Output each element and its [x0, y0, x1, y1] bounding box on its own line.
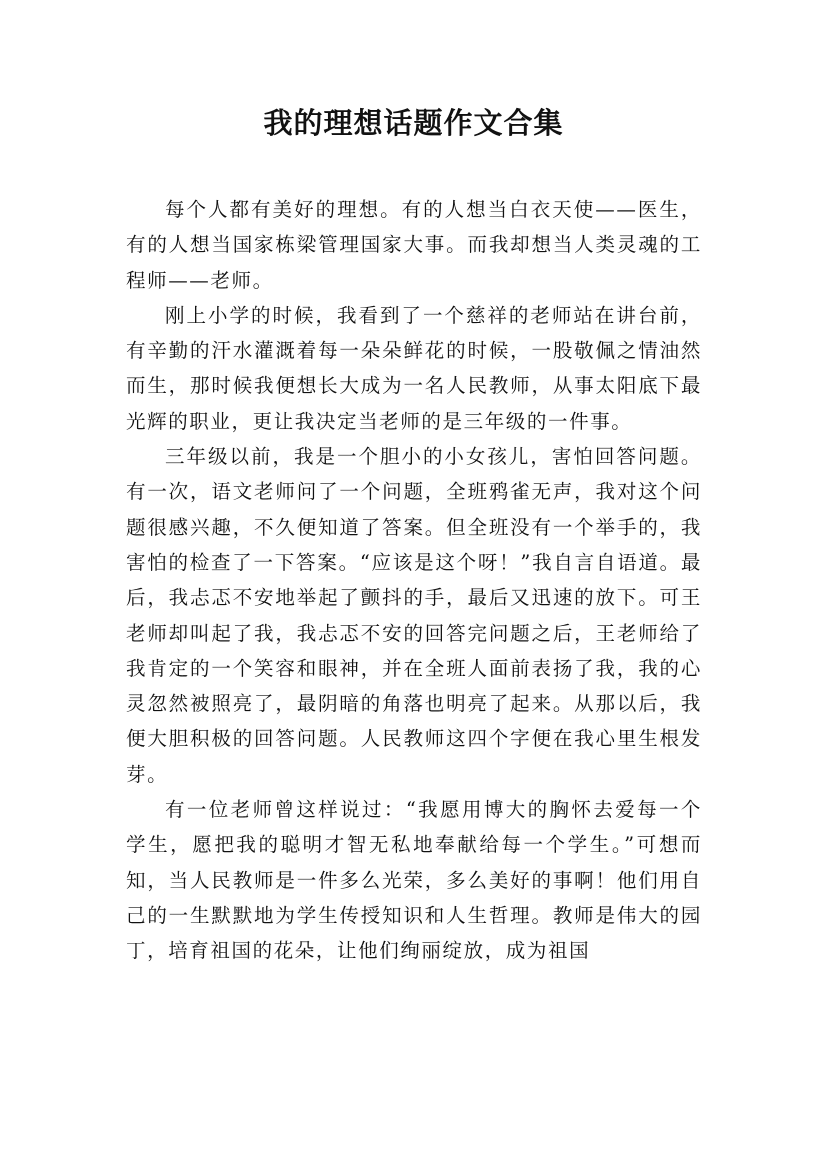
- paragraph-4: 有一位老师曾这样说过：“我愿用博大的胸怀去爱每一个学生，愿把我的聪明才智无私地奉献给每一个学生。”可想而知，当人民教师是一件多么光荣，多么美好的事啊！他们用自己的一生默默地为学生传授知识和人生哲理。教师是伟大的园丁，培育祖国的花朵，让他们绚丽绽放，成为祖国: [126, 798, 702, 963]
- paragraph-2: 刚上小学的时候，我看到了一个慈祥的老师站在讲台前，有辛勤的汗水灌溉着每一朵朵鲜花的时候，一股敬佩之情油然而生，那时候我便想长大成为一名人民教师，从事太阳底下最光辉的职业，更让我决定当老师的是三年级的一件事。: [126, 303, 702, 433]
- document-body: [126, 192, 702, 969]
- paragraph-1: 每个人都有美好的理想。有的人想当白衣天使——医生，有的人想当国家栋梁管理国家大事。而我却想当人类灵魂的工程师——老师。: [126, 198, 702, 292]
- document-title: 我的理想话题作文合集: [263, 106, 564, 140]
- paragraph-3: 三年级以前，我是一个胆小的小女孩儿，害怕回答问题。有一次，语文老师问了一个问题，全班鸦雀无声，我对这个问题很感兴趣，不久便知道了答案。但全班没有一个举手的，我害怕的检查了一下答案。“应该是这个呀！”我自言自语道。最后，我忐忑不安地举起了颤抖的手，最后又迅速的放下。可王老师却叫起了我，我忐忑不安的回答完问题之后，王老师给了我肯定的一个笑容和眼神，并在全班人面前表扬了我，我的心灵忽然被照亮了，最阴暗的角落也明亮了起来。从那以后，我便大胆积极的回答问题。人民教师这四个字便在我心里生根发芽。: [126, 445, 702, 786]
